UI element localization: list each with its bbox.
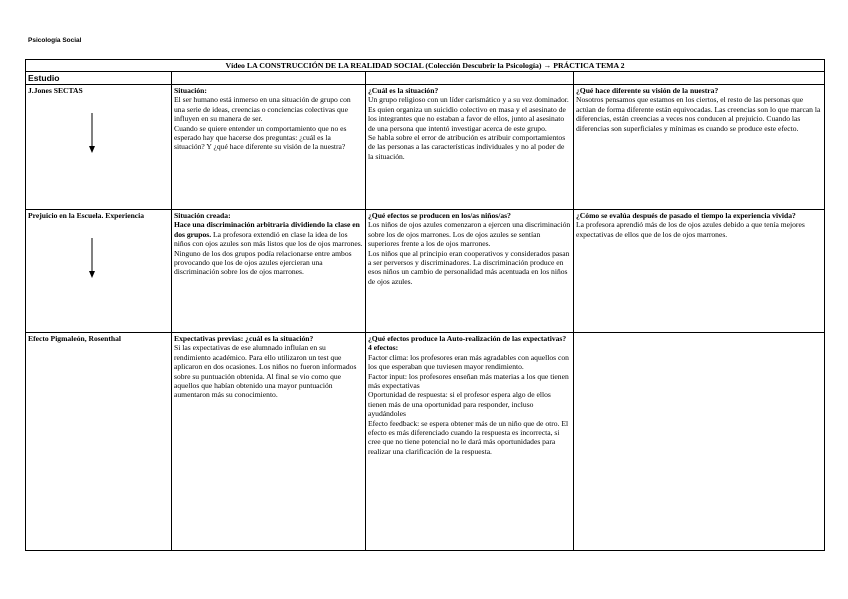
cell-text: Cuando se quiere entender un comportamiento que no es esperado hay que hacerse dos preguntas: ¿cuál es la situación? Y ¿qué hace diferente su visión de la nuestra? bbox=[174, 123, 347, 152]
situation-cell bbox=[172, 85, 366, 210]
cell-heading: ¿Cómo se evalúa después de pasado el tiempo la experiencia vivida? bbox=[576, 211, 796, 220]
empty-header-cell bbox=[574, 72, 825, 85]
table-title: Vídeo LA CONSTRUCCIÓN DE LA REALIDAD SOCIAL (Colección Descubrir la Psicología) → PRÁCTICA TEMA 2 bbox=[26, 60, 825, 72]
down-arrow-icon bbox=[87, 113, 97, 153]
cell-heading: ¿Qué hace diferente su visión de la nuestra? bbox=[576, 86, 719, 95]
cell-text: Un grupo religioso con un líder carismático y a su vez dominador. Es quien organiza un suicidio colectivo en masa y el asesinato de los integrantes que no estaban a favor de ellos, junto al asesinato de una persona que intentó investigar acerca de este grupo. bbox=[368, 95, 569, 133]
cell-text: Factor input: los profesores enseñan más materias a los que tienen más expectativas bbox=[368, 371, 569, 391]
cell-text: La profesora extendió en clase la idea de los niños con ojos azules son más listos que los de ojos marrones. Ninguno de los dos grupos podía relacionarse entre ambos provocando que los de ojos azules ejercieran una discriminación sobre los de ojos marrones. bbox=[174, 229, 363, 277]
situation-cell bbox=[172, 333, 366, 551]
cell-text: Factor clima: los profesores eran más agradables con aquellos con los que esperaban que tuviesen mayor rendimiento. bbox=[368, 352, 569, 372]
cell-text: La profesora aprendió más de los de ojos azules debido a que tenía mejores expectativas de ellos que de los de ojos marrones. bbox=[576, 220, 805, 239]
empty-cell bbox=[574, 333, 825, 551]
table-row bbox=[26, 333, 825, 551]
cell-text: Oportunidad de respuesta: si el profesor espera algo de ellos tienen más de una oportunidad para responder, incluso ayudándoles bbox=[368, 390, 551, 419]
empty-header-cell bbox=[172, 72, 366, 85]
cell-text: Se habla sobre el error de atribución es atribuir comportamientos de las personas a las características individuales y no al poder de la situación. bbox=[368, 133, 566, 161]
down-arrow-icon bbox=[87, 238, 97, 278]
cell-heading: ¿Qué efectos se producen en los/as niños/as? bbox=[368, 211, 511, 220]
question-cell bbox=[366, 333, 574, 551]
study-title: Efecto Pigmaleón, Rosenthal bbox=[28, 334, 122, 343]
question-cell bbox=[574, 85, 825, 210]
cell-text: Los niños de ojos azules comenzaron a ejercen una discriminación sobre los de ojos marrones. Los de ojos azules se sentían superiores frente a los de ojos marrones. bbox=[368, 220, 571, 249]
table-row bbox=[26, 210, 825, 333]
question-cell bbox=[574, 210, 825, 333]
studio-header: Estudio bbox=[26, 72, 172, 85]
study-cell bbox=[26, 333, 172, 551]
empty-header-cell bbox=[366, 72, 574, 85]
practice-table bbox=[25, 59, 825, 551]
cell-text: Efecto feedback: se espera obtener más de un niño que de otro. El efecto es más diferenciado cuando la respuesta es incorrecta, si cree que no tiene potencial no le dará más oportunidades para realizar una clarificación de la respuesta. bbox=[368, 418, 569, 456]
cell-heading: Situación creada: bbox=[174, 211, 231, 220]
cell-text: Si las expectativas de ese alumnado influían en su rendimiento académico. Para ello utilizaron un test que aplicaron en dos ocasiones. Los niños no fueron informados sobre su puntuación obtenida. Al final se vio como que aquellos que habían obtenido una mayor puntuación aumentaron más su conocimiento. bbox=[174, 343, 357, 400]
question-cell bbox=[366, 210, 574, 333]
question-cell bbox=[366, 85, 574, 210]
cell-text: Nosotros pensamos que estamos en los ciertos, el resto de las personas que actúan de forma diferente están equivocadas. Las creencias son lo que marcan la diferencias, están creencias a veces nos conducen al prejuicio. Cuando las diferencias son superficiales y mínimas es cuando se produce este efecto. bbox=[576, 95, 821, 133]
study-cell bbox=[26, 210, 172, 333]
cell-heading: ¿Cuál es la situación? bbox=[368, 86, 439, 95]
table-row bbox=[26, 85, 825, 210]
cell-text: El ser humano está inmerso en una situación de grupo con una serie de ideas, creencias o conciencias colectivas que influyen en su manera de ser. bbox=[174, 95, 351, 124]
document-header-title: Psicología Social bbox=[28, 37, 82, 44]
cell-heading: ¿Qué efectos produce la Auto-realización de las expectativas? 4 efectos: bbox=[368, 334, 567, 353]
study-title: J.Jones SECTAS bbox=[28, 86, 83, 95]
cell-heading: Expectativas previas: ¿cuál es la situación? bbox=[174, 334, 314, 343]
situation-cell bbox=[172, 210, 366, 333]
cell-heading: Situación: bbox=[174, 86, 207, 95]
study-title: Prejuicio en la Escuela. Experiencia bbox=[28, 211, 145, 220]
study-cell bbox=[26, 85, 172, 210]
cell-text: Los niños que al principio eran cooperativos y considerados pasan a ser perversos y discriminadores. La discriminación produce en esos niños un cambio de personalidad más acentuada en los niños de ojos azules. bbox=[368, 248, 570, 286]
cell-bold-text: Hace una discriminación arbitraria dividiendo la clase en dos grupos. bbox=[174, 220, 360, 239]
